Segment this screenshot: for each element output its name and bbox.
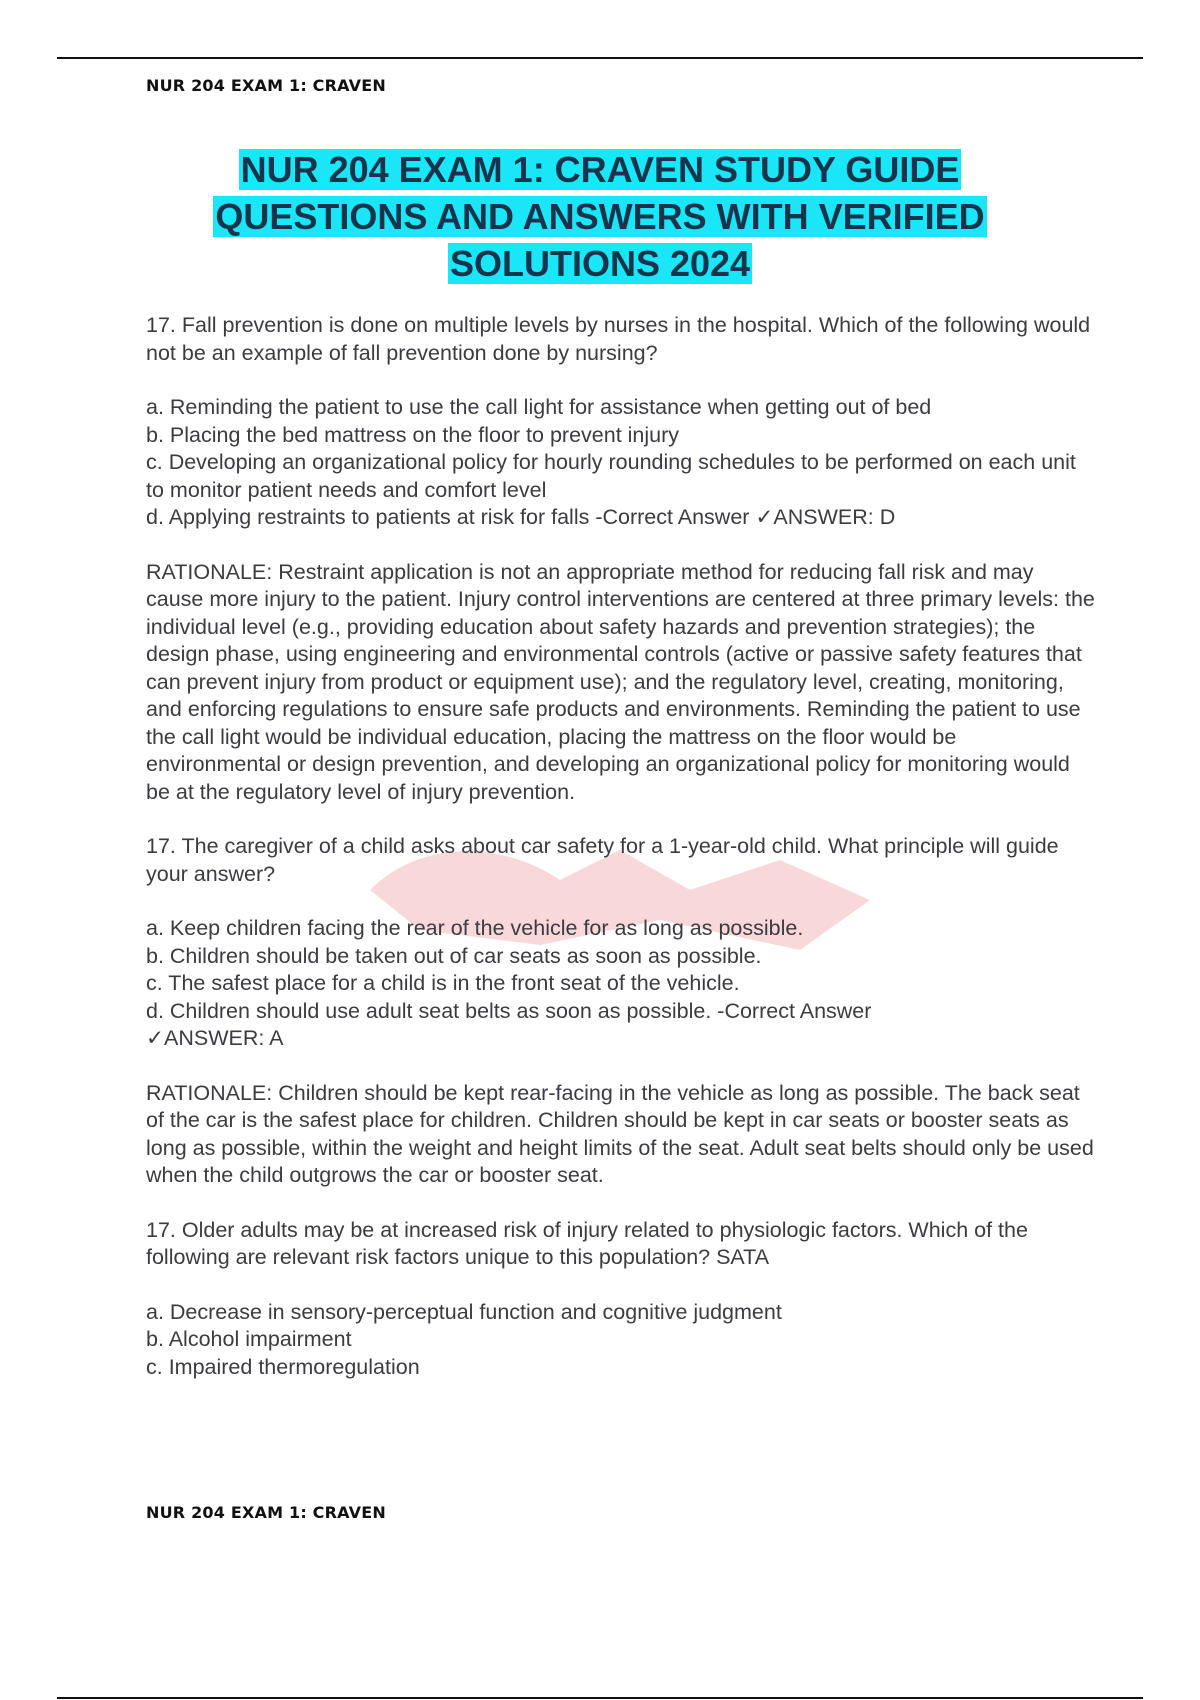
footer-rule xyxy=(57,1697,1143,1699)
title-line-2: QUESTIONS AND ANSWERS WITH VERIFIED xyxy=(215,196,985,237)
rationale-text: RATIONALE: Children should be kept rear-facing in the vehicle as long as possible. The back seat of the car is the safest place for children. Children should be kept in car seats or booster seats as long as possible, within the weight and height limits of the seat. Adult seat belts should only be used when the child outgrows the car or booster seat. xyxy=(146,1080,1094,1187)
question-content xyxy=(146,312,1096,1381)
question-stem: 17. The caregiver of a child asks about car safety for a 1-year-old child. What principle will guide your answer? xyxy=(146,834,1059,886)
running-header: NUR 204 EXAM 1: CRAVEN xyxy=(146,76,386,95)
document-title xyxy=(100,146,1100,287)
answer-option: c. The safest place for a child is in the front seat of the vehicle. xyxy=(146,971,740,995)
title-line-1: NUR 204 EXAM 1: CRAVEN STUDY GUIDE xyxy=(240,149,960,190)
title-line-3: SOLUTIONS 2024 xyxy=(449,243,751,284)
rationale-text: RATIONALE: Restraint application is not an appropriate method for reducing fall risk and may cause more injury to the patient. Injury control interventions are centered at three primary levels: the individual level (e.g., providing education about safety hazards and prevention strategies); the design phase, using engineering and environmental controls (active or passive safety features that can prevent injury from product or equipment use); and the regulatory level, creating, monitoring, and enforcing regulations to ensure safe products and environments. Reminding the patient to use the call light would be individual education, placing the mattress on the floor would be environmental or design prevention, and developing an organizational policy for monitoring would be at the regulatory level of injury prevention. xyxy=(146,559,1095,804)
question-block-3 xyxy=(146,1217,1096,1382)
answer-option: a. Keep children facing the rear of the vehicle for as long as possible. xyxy=(146,916,804,940)
answer-option: c. Impaired thermoregulation xyxy=(146,1354,420,1379)
answer-option-correct: d. Applying restraints to patients at risk for falls -Correct Answer ✓ANSWER: D xyxy=(146,505,896,529)
question-stem: 17. Fall prevention is done on multiple levels by nurses in the hospital. Which of the following would not be an example of fall prevention done by nursing? xyxy=(146,313,1091,365)
question-block-2 xyxy=(146,833,1096,1190)
header-rule xyxy=(57,57,1143,59)
answer-option: b. Children should be taken out of car seats as soon as possible. xyxy=(146,943,762,968)
answer-option-correct: d. Children should use adult seat belts as soon as possible. -Correct Answer ✓ANSWER: A xyxy=(146,998,872,1050)
question-block-1 xyxy=(146,312,1096,806)
answer-option: a. Decrease in sensory-perceptual function and cognitive judgment xyxy=(146,1299,782,1324)
question-stem: 17. Older adults may be at increased risk of injury related to physiologic factors. Which of the following are relevant risk factors unique to this population? SATA xyxy=(146,1217,1028,1269)
answer-option: b. Placing the bed mattress on the floor to prevent injury xyxy=(146,422,680,447)
running-footer: NUR 204 EXAM 1: CRAVEN xyxy=(146,1503,386,1522)
answer-option: b. Alcohol impairment xyxy=(146,1327,352,1351)
answer-option: a. Reminding the patient to use the call light for assistance when getting out of bed xyxy=(146,395,932,419)
answer-option: c. Developing an organizational policy for hourly rounding schedules to be performed on each unit to monitor patient needs and comfort level xyxy=(146,450,1076,502)
